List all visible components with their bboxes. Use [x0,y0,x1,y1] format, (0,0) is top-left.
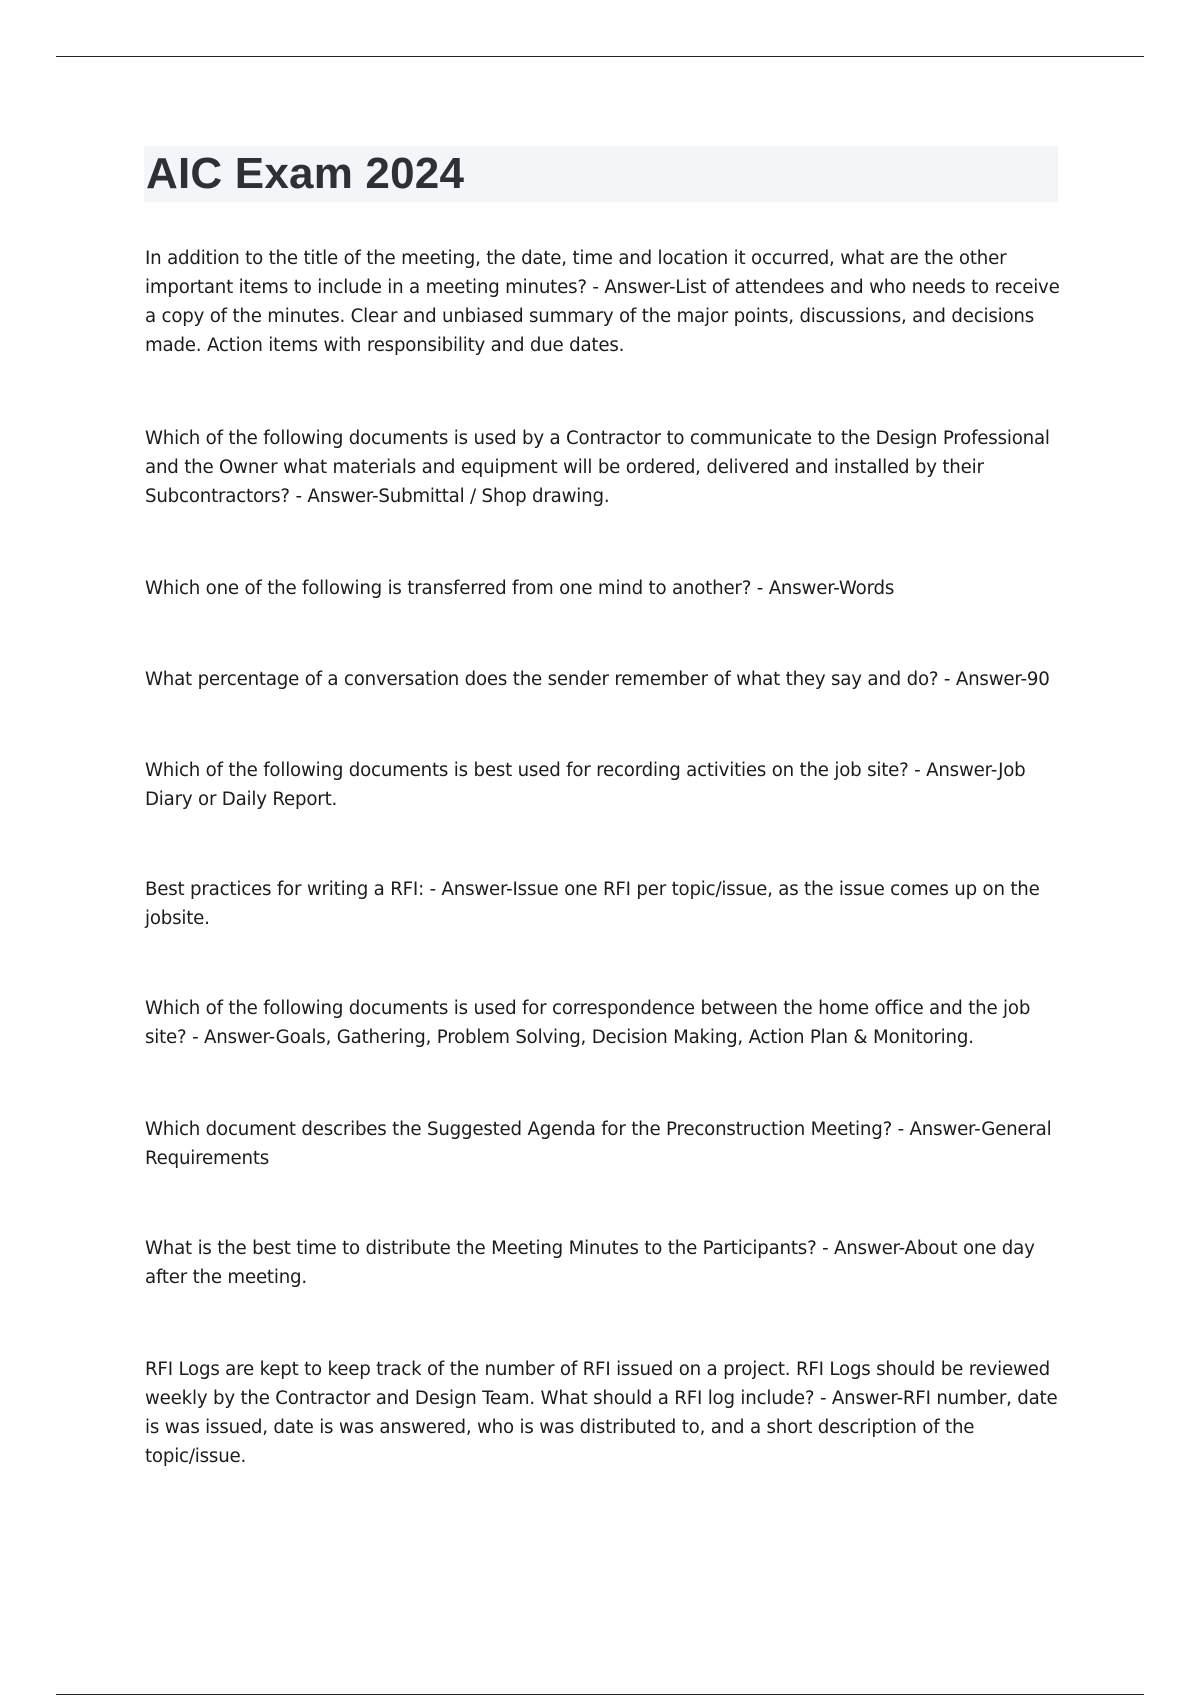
top-divider [56,56,1144,57]
qa-entry-1: In addition to the title of the meeting, the date, time and location it occurred, what are the other important items to include in a meeting minutes? - Answer-List of attendees and who needs to receive a copy of the minutes. Clear and unbiased summary of the major points, discussions, and decisions made. Action items with responsibility and due dates. [145,248,1060,356]
qa-entry-8: Which document describes the Suggested Agenda for the Preconstruction Meeting? - Answer-General Requirements [145,1119,1052,1169]
qa-entry-3: Which one of the following is transferred from one mind to another? - Answer-Words [145,578,895,599]
page-title: AIC Exam 2024 [146,149,465,198]
qa-entry-2: Which of the following documents is used by a Contractor to communicate to the Design Professional and the Owner what materials and equipment will be ordered, delivered and installed by their Subcontractors? - Answer-Submittal / Shop drawing. [145,428,1050,507]
qa-entry-7: Which of the following documents is used for correspondence between the home office and the job site? - Answer-Goals, Gathering, Problem Solving, Decision Making, Action Plan & Monitoring. [145,998,1031,1048]
qa-entry-9: What is the best time to distribute the Meeting Minutes to the Participants? - Answer-About one day after the meeting. [145,1238,1035,1288]
bottom-divider [56,1694,1144,1695]
qa-entry-10: RFI Logs are kept to keep track of the number of RFI issued on a project. RFI Logs should be reviewed weekly by the Contractor and Design Team. What should a RFI log include? - Answer-RFI number, date is was issued, date is was answered, who is was distributed to, and a short description of the topic/issue. [145,1359,1058,1467]
qa-entry-4: What percentage of a conversation does the sender remember of what they say and do? - Answer-90 [145,669,1050,690]
qa-entry-5: Which of the following documents is best used for recording activities on the job site? - Answer-Job Diary or Daily Report. [145,760,1026,810]
qa-entry-6: Best practices for writing a RFI: - Answer-Issue one RFI per topic/issue, as the issue comes up on the jobsite. [145,879,1040,929]
